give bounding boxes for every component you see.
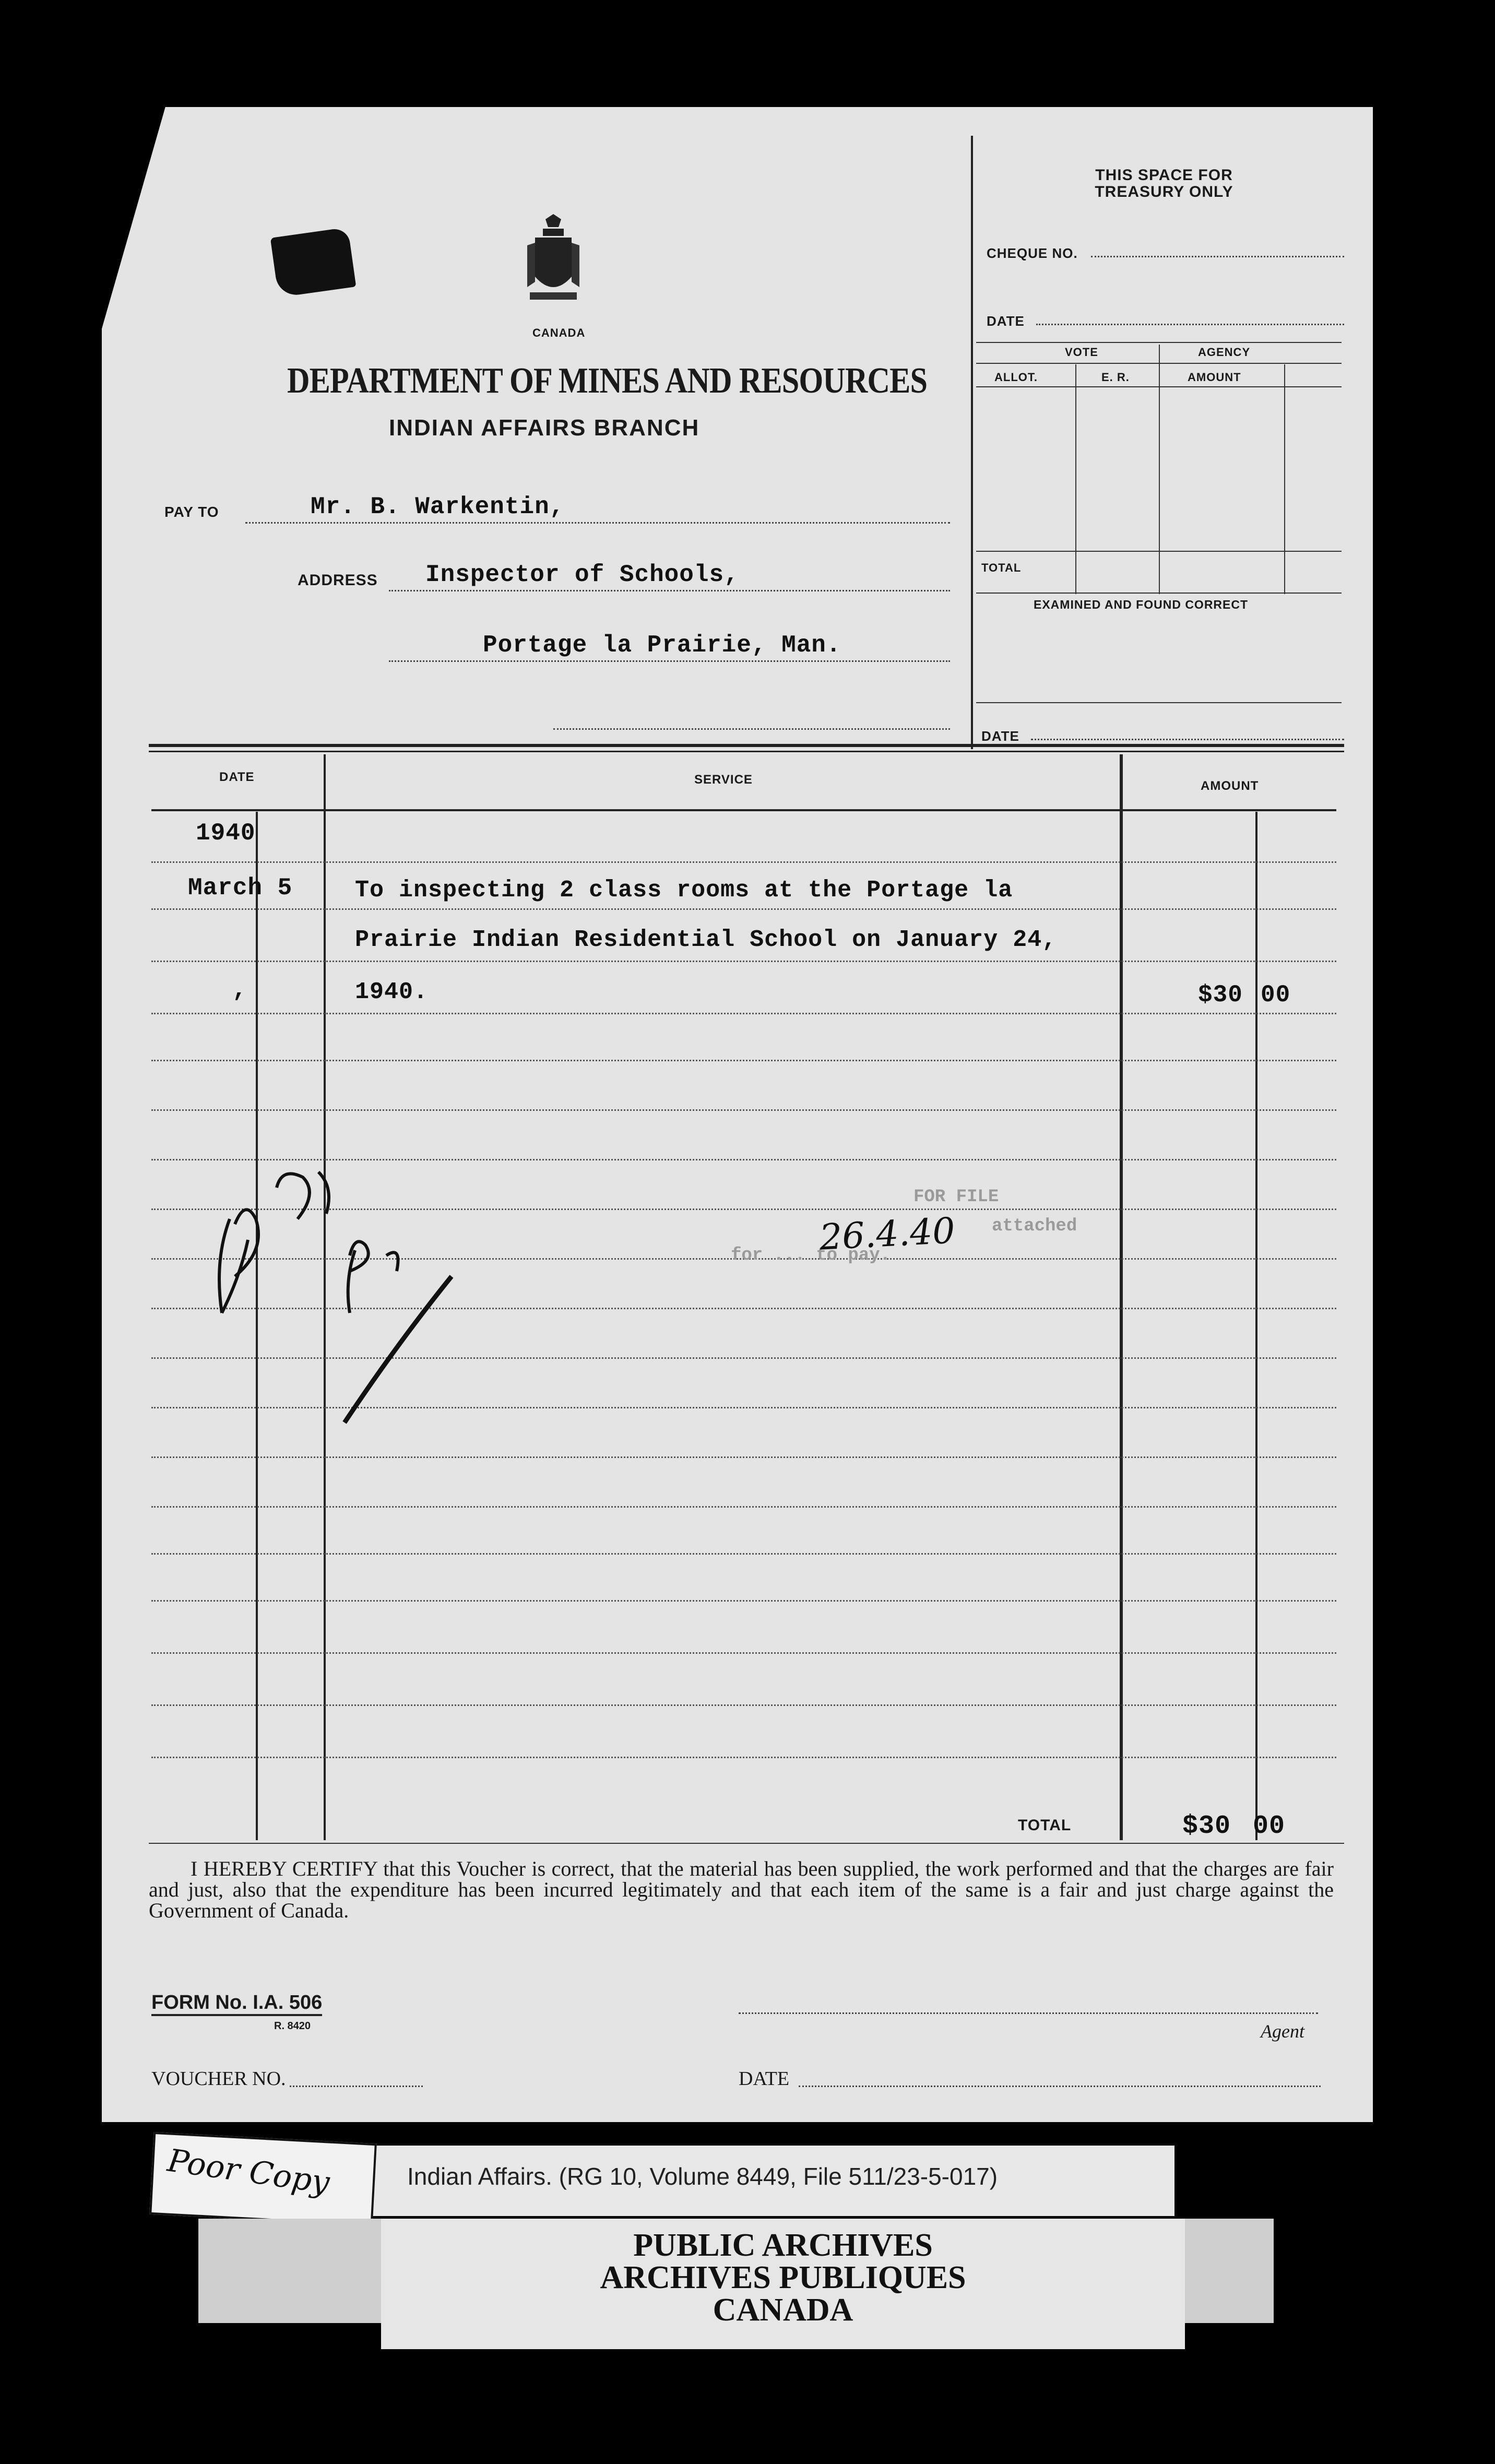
table-top-line-2 (149, 751, 1344, 752)
service-line (151, 1456, 1336, 1458)
treasury-total-top (976, 551, 1342, 552)
vote-label: VOTE (1065, 346, 1098, 359)
er-label: E. R. (1101, 371, 1130, 384)
service-line (151, 908, 1336, 910)
voucher-label: VOUCHER NO. (151, 2068, 286, 2090)
pay-to-line (245, 522, 950, 524)
col-amount-header: AMOUNT (1201, 779, 1259, 793)
col-service-header: SERVICE (694, 773, 753, 787)
archives-line-3: CANADA (713, 2292, 853, 2328)
address-line2: Portage la Prairie, Man. (483, 632, 841, 659)
cheque-label: CHEQUE NO. (987, 245, 1078, 261)
voucher-line (290, 2086, 423, 2087)
ink-blot (270, 227, 357, 298)
total-dollars: $30 (1182, 1811, 1231, 1841)
total-label: TOTAL (1018, 1817, 1072, 1834)
branch-title: INDIAN AFFAIRS BRANCH (389, 415, 700, 441)
department-title: DEPARTMENT OF MINES AND RESOURCES (287, 361, 928, 401)
form-r-number: R. 8420 (274, 2020, 311, 2032)
service-line (151, 1652, 1336, 1654)
row-date: , (232, 976, 247, 1003)
stamp-line-1: FOR FILE (913, 1187, 999, 1207)
canada-label: CANADA (532, 326, 586, 339)
vote-top-line (976, 342, 1342, 343)
service-line (151, 1013, 1336, 1014)
footer-date-label: DATE (739, 2068, 790, 2090)
footer-date-line (799, 2086, 1321, 2087)
agent-label: Agent (1261, 2021, 1304, 2042)
service-line (151, 1506, 1336, 1508)
table-bottom-line (149, 1843, 1344, 1844)
service-line (151, 961, 1336, 962)
service-line (151, 1553, 1336, 1555)
pay-to-label: PAY TO (164, 504, 219, 520)
row-service: 1940. (355, 979, 429, 1005)
table-header-line (151, 809, 1336, 811)
service-line (151, 1757, 1336, 1758)
amount-label: AMOUNT (1188, 371, 1241, 384)
cheque-line (1091, 256, 1344, 257)
address-label: ADDRESS (298, 572, 378, 589)
treasury-total-label: TOTAL (981, 561, 1022, 574)
col-date-header: DATE (219, 770, 255, 784)
handwritten-date: 26.4.40 (818, 1210, 956, 1259)
table-top-line (149, 744, 1344, 747)
address-line (389, 590, 950, 591)
address-line-3 (553, 728, 950, 730)
coat-of-arms-icon (525, 214, 582, 318)
archives-title (381, 2229, 1185, 2326)
agency-label: AGENCY (1198, 346, 1251, 359)
stamp-line-2: attached (992, 1216, 1077, 1236)
service-line (151, 1600, 1336, 1602)
pay-to-value: Mr. B. Warkentin, (311, 493, 565, 520)
row-date: March 5 (188, 874, 293, 902)
service-line (151, 1109, 1336, 1111)
service-line (151, 1060, 1336, 1061)
treasury-date-label: DATE (987, 313, 1025, 329)
service-line (151, 861, 1336, 863)
address-line-2 (389, 660, 950, 662)
treasury-total-bottom (976, 593, 1342, 594)
row-cents: 00 (1261, 981, 1291, 1009)
treasury-date-line (1036, 324, 1344, 325)
table-col-amount-left (1120, 754, 1123, 1840)
table-col-cents (1255, 812, 1257, 1840)
poor-copy-note: Poor Copy (165, 2142, 332, 2201)
archive-reference: Indian Affairs. (RG 10, Volume 8449, File 511/23-5-017) (407, 2163, 998, 2190)
treasury-date2-label: DATE (981, 728, 1019, 744)
allot-label: ALLOT. (994, 371, 1038, 384)
vote-col-2 (1159, 345, 1160, 594)
row-date: 1940 (196, 820, 256, 847)
examined-line (976, 702, 1342, 703)
examined-label: EXAMINED AND FOUND CORRECT (1034, 598, 1249, 611)
vote-col-3 (1284, 364, 1285, 594)
form-number: FORM No. I.A. 506 (151, 1992, 322, 2016)
row-service: Prairie Indian Residential School on January 24, (355, 927, 1057, 953)
stamp-line-3: for ... to pay. (731, 1246, 891, 1265)
handwritten-initials-icon (198, 1156, 470, 1449)
vote-col-1 (1075, 364, 1076, 594)
service-line (151, 1704, 1336, 1706)
agent-line (739, 2012, 1318, 2014)
address-line1: Inspector of Schools, (425, 561, 739, 588)
treasury-divider (971, 136, 973, 749)
archives-line-2: ARCHIVES PUBLIQUES (600, 2260, 966, 2295)
archives-line-1: PUBLIC ARCHIVES (633, 2228, 933, 2263)
row-service: To inspecting 2 class rooms at the Portage la (355, 877, 1013, 904)
certification-text: I HEREBY CERTIFY that this Voucher is correct, that the material has been supplied, the work performed and that the charges are fair and just, also that the expenditure has been incurred legitimately and that each item of the same is a fair and just charge against the Government of Canada. (149, 1857, 1334, 1922)
treasury-title: THIS SPACE FOR TREASURY ONLY (1095, 167, 1233, 200)
row-dollars: $30 (1198, 981, 1243, 1009)
total-cents: 00 (1253, 1811, 1286, 1841)
treasury-date2-line (1031, 739, 1344, 740)
